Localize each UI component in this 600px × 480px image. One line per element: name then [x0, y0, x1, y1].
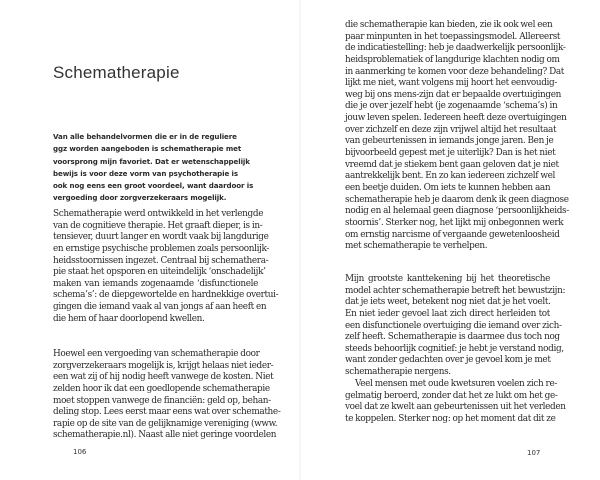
text-line: weg bij ons mens-zijn dat er bepaalde overtuigingen	[345, 89, 561, 100]
text-line: Schematherapie werd ontwikkeld in het verlengde	[53, 209, 264, 219]
text-line: en ernstige psychische problemen zoals persoonlijk-	[53, 243, 270, 254]
text-line: van gebeurtenissen in iemands jonge jaren. Ben je	[345, 136, 554, 147]
text-line: te koppelen. Sterker nog: op het moment dat dit ze	[345, 413, 556, 424]
text-line: over zichzelf en deze zijn vrijwel altijd het resultaat	[345, 124, 557, 135]
text-line: zelden hoor ik dat een goedlopende schematherapie	[53, 383, 270, 394]
text-line: want zonder gedachten over je gevoel kom je met	[345, 355, 551, 366]
text-line: stoornis’. Sterker nog, het lijkt mij onbegonnen werk	[345, 217, 564, 228]
text-line: maken van iemands zogenaamde ‘disfunctionele	[53, 278, 258, 289]
text-line: Veel mensen met oude kwetsuren voelen zich re-	[355, 379, 558, 389]
right-paragraph-3	[345, 379, 566, 426]
text-line: van de cognitieve therapie. Het graaft dieper, is in-	[53, 220, 263, 231]
text-line: schema’s’: de diepgewortelde en hardnekkige overtui-	[53, 290, 279, 301]
text-line: voorsprong mijn favoriet. Dat er wetenschappelijk	[53, 156, 250, 166]
text-line: bewijs is voor deze vorm van psychotherapie is	[53, 168, 238, 178]
text-line: een disfunctionele overtuiging die iemand over zich-	[345, 320, 562, 331]
text-line: heidsstoornissen ingezet. Centraal bij schemathera-	[53, 255, 269, 266]
text-line: bijvoorbeeld gepest met je uiterlijk? Dan is het niet	[345, 148, 556, 159]
text-line: model achter schematherapie betreft het bewustzijn:	[345, 285, 566, 296]
text-line: schematherapie nergens.	[345, 367, 451, 378]
text-line: lijkt me niet, want volgens mij hoort het eenvoudig-	[345, 78, 558, 89]
right-page	[300, 0, 600, 480]
text-line: aantrekkelijk bent. En zo kan iedereen zichzelf wel	[345, 171, 556, 182]
text-line: ggz worden aangeboden is schematherapie met	[53, 144, 242, 154]
text-line: om ernstig narcisme of vergaande gewetenloosheid	[345, 229, 560, 240]
text-line: steeds behoorlijk cognitief: je hebt je verstand nodig,	[345, 343, 564, 354]
text-line: die je over jezelf hebt (je zogenaamde ‘schema’s) in	[345, 101, 558, 112]
text-line: zelf heeft. Schematherapie is daarmee dus toch nog	[345, 332, 560, 343]
text-line: die hem of haar doorlopend kwellen.	[53, 313, 205, 324]
text-line: tensiever, duurt langer en wordt vaak bij langdurige	[53, 232, 269, 243]
text-line: die schematherapie kan bieden, zie ik ook wel een	[345, 20, 553, 30]
text-line: nodig en al helemaal geen diagnose ‘persoonlijkheids-	[345, 206, 569, 217]
text-line: gelmatig beroerd, zonder dat het ze lukt om het ge-	[345, 390, 558, 401]
page-number-right: 107	[527, 449, 541, 457]
text-line: voel dat ze kwelt aan gebeurtenissen uit het verleden	[345, 402, 566, 413]
right-paragraph-1	[345, 20, 569, 253]
text-line: pie staat het opsporen en uiteindelijk ‘onschadelijk’	[53, 267, 266, 278]
text-line: moet stoppen vanwege de financiën: geld op, behan-	[53, 395, 271, 406]
text-line: jouw leven spelen. Iedereen heeft deze overtuigingen	[345, 113, 567, 124]
text-line: deling stop. Lees eerst maar eens wat over schemathe-	[53, 407, 281, 418]
text-line: gingen die iemand vaak al van jongs af aan heeft en	[53, 302, 267, 313]
right-paragraph-2	[345, 274, 566, 379]
text-line: een beetje duiden. Om iets te kunnen hebben aan	[345, 182, 551, 193]
text-line: heidsproblematiek of langdurige klachten nodig om	[345, 54, 560, 65]
text-line: dat je iets weet, betekent nog niet dat je het voelt.	[345, 297, 551, 308]
text-line: En niet ieder gevoel laat zich direct herleiden tot	[345, 308, 550, 319]
text-line: Hoewel een vergoeding van schematherapie door	[53, 349, 260, 359]
left-paragraph-2	[53, 349, 281, 442]
text-line: rapie op de site van de gelijknamige vereniging (www.	[53, 418, 278, 429]
text-line: paar minpunten in het toepassingsmodel. Allereerst	[345, 31, 561, 42]
text-line: in aanmerking te komen voor deze behandeling? Dat	[345, 66, 564, 77]
chapter-title: Schematherapie	[53, 63, 180, 82]
text-line: met schematherapie te verhelpen.	[345, 241, 488, 252]
left-paragraph-1	[53, 209, 279, 325]
text-line: Van alle behandelvormen die er in de reguliere	[53, 132, 237, 141]
text-line: schematherapie.nl). Naast alle niet geringe voordelen	[53, 430, 277, 441]
text-line: ook nog eens een groot voordeel, want daardoor is	[53, 181, 254, 191]
chapter-intro	[53, 131, 254, 205]
text-line: Mijn grootste kanttekening bij het theoretische	[345, 274, 550, 284]
text-line: schematherapie heb je daarom denk ik geen diagnose	[345, 194, 569, 205]
page-number-left: 106	[73, 448, 87, 456]
text-line: zorgverzekeraars mogelijk is, krijgt helaas niet ieder-	[53, 360, 274, 371]
text-line: vreemd dat je stiekem bent gaan geloven dat je niet	[345, 159, 559, 170]
text-line: vergoeding door zorgverzekeraars mogelijk.	[53, 193, 227, 203]
text-line: een wat zij of hij nodig heeft vanwege de kosten. Niet	[53, 372, 274, 383]
text-line: de indicatiestelling: heb je daadwerkelijk persoonlijk-	[345, 43, 566, 54]
